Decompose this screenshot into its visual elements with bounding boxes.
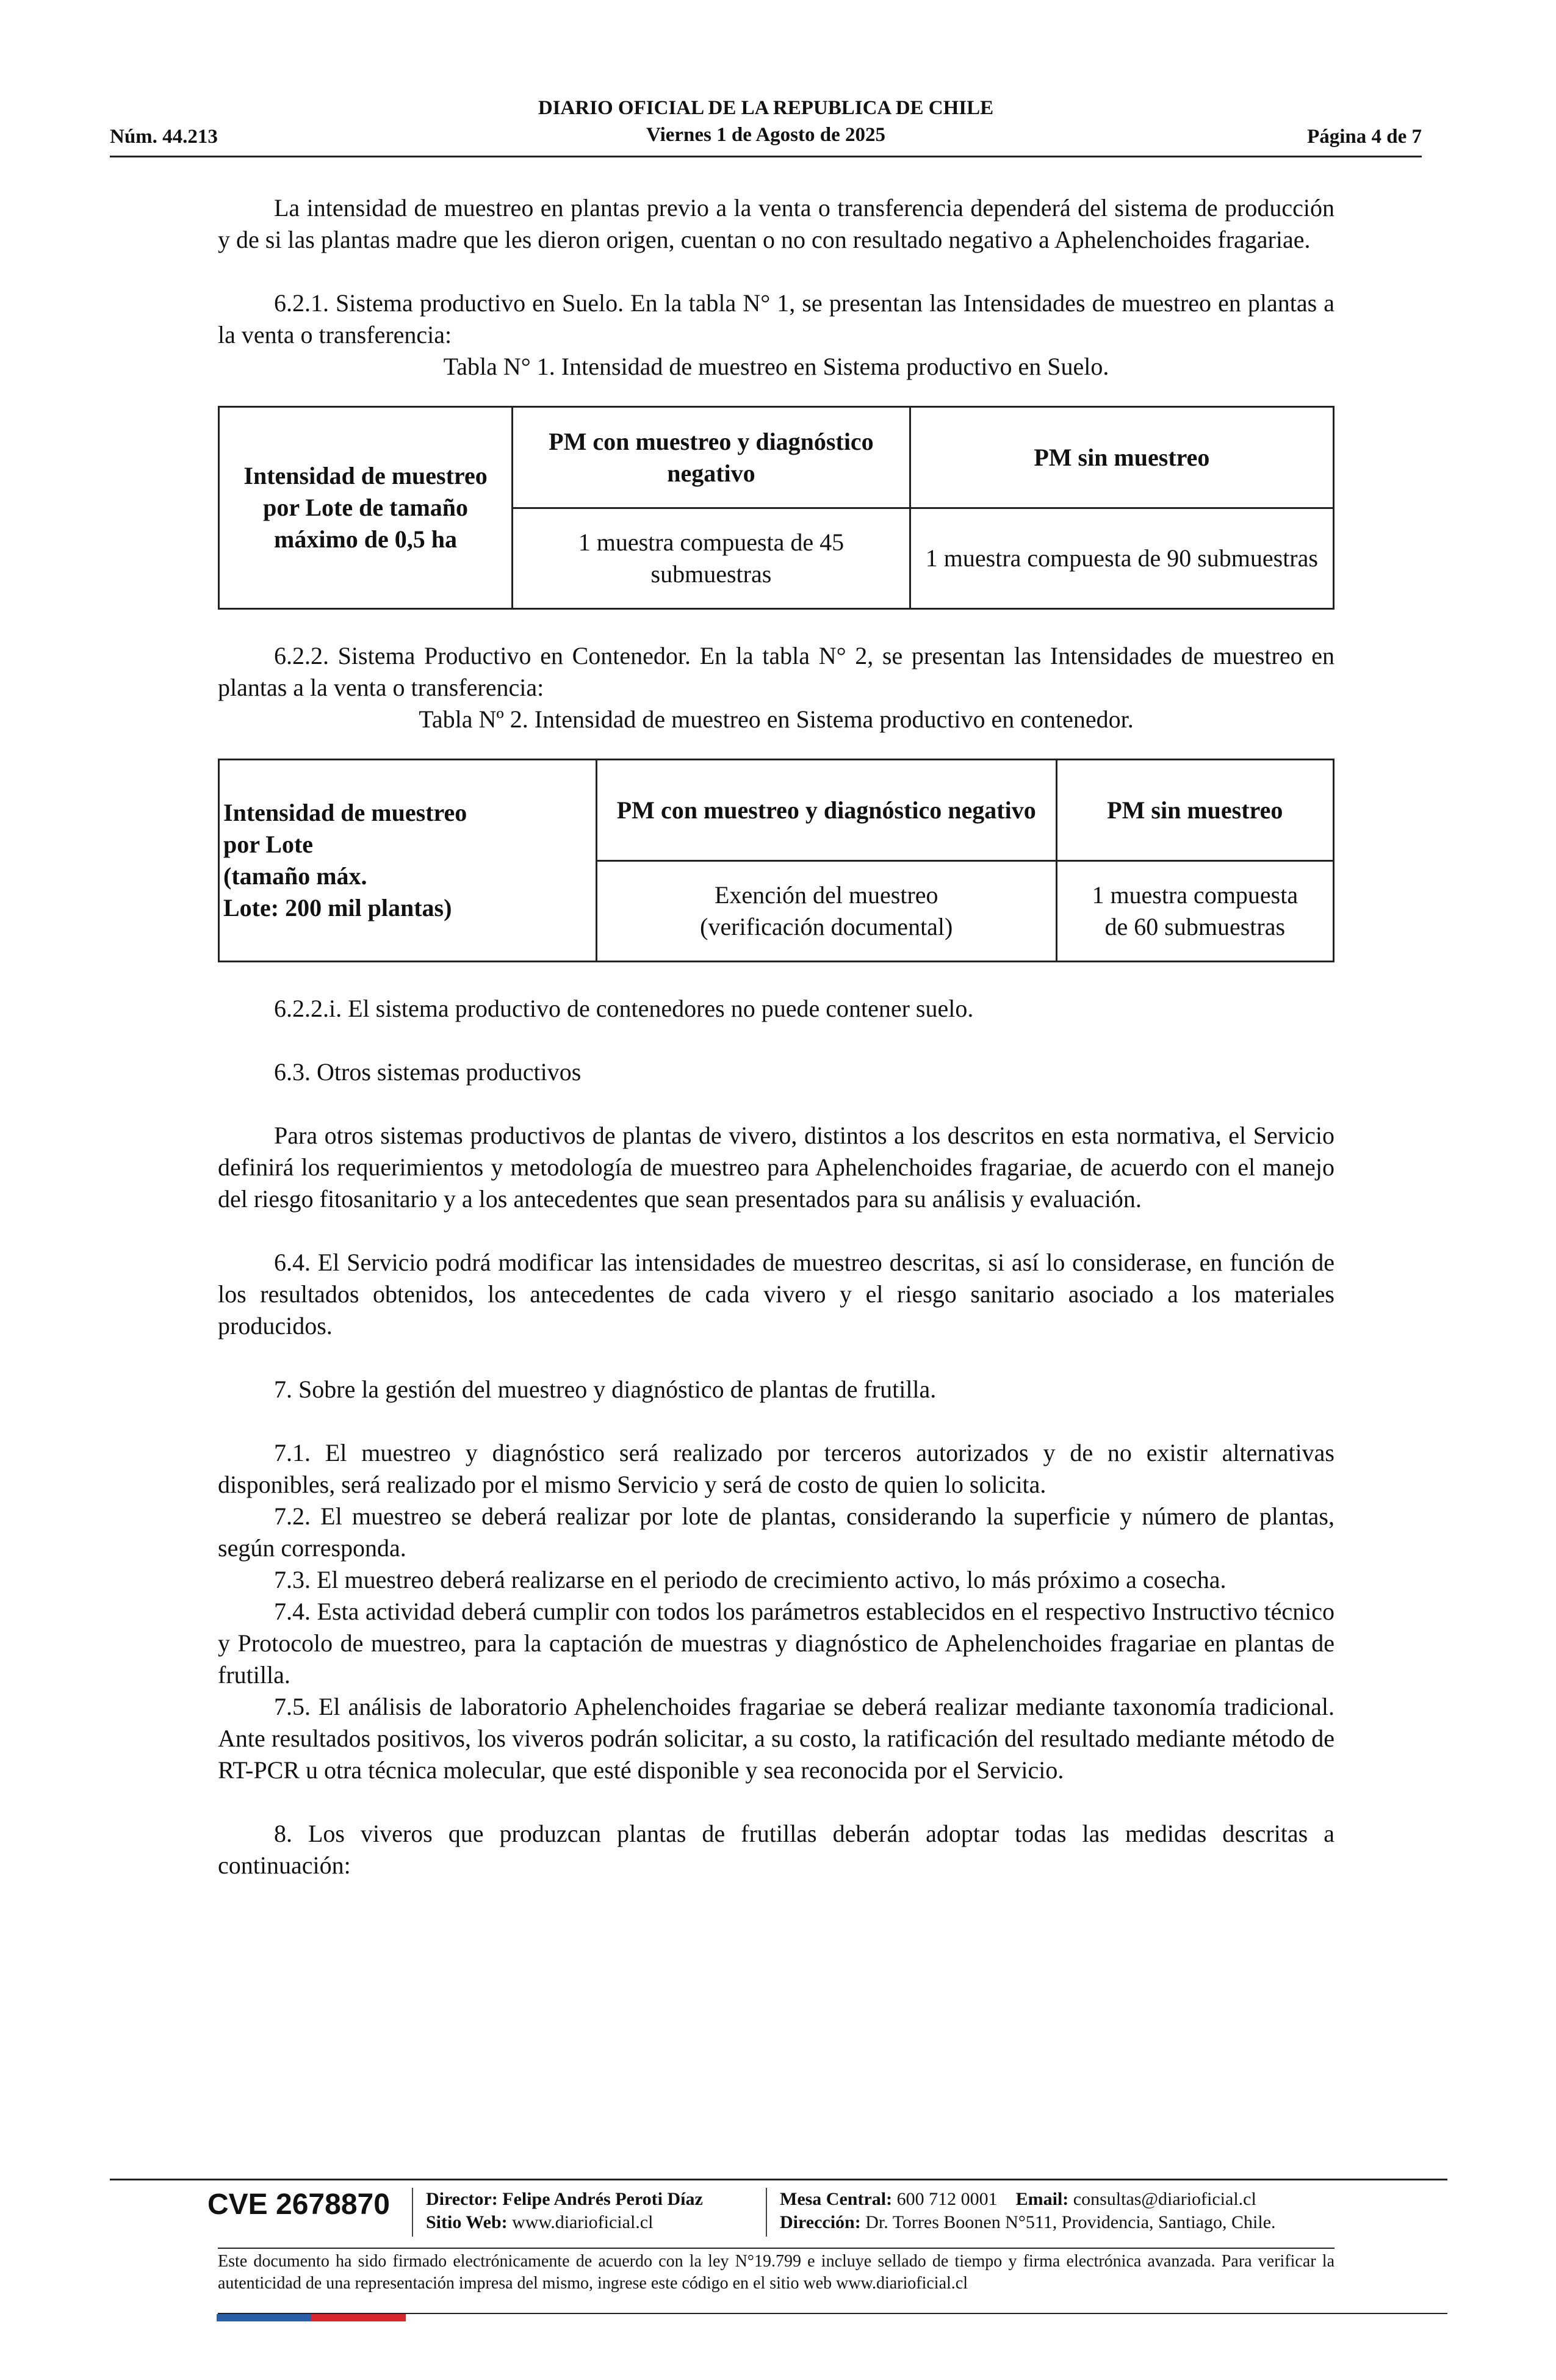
table1-col2-header: PM sin muestreo <box>910 407 1333 508</box>
flag-stripe <box>217 2314 406 2321</box>
table2-col1-value <box>596 861 1056 962</box>
footer-separator <box>766 2188 767 2237</box>
table2-caption: Tabla Nº 2. Intensidad de muestreo en Sistema productivo en contenedor. <box>419 705 1134 733</box>
table2-col2-value-line: 1 muestra compuesta <box>1092 881 1298 909</box>
table1-col2-value: 1 muestra compuesta de 90 submuestras <box>910 508 1333 609</box>
table2-col2-value <box>1056 861 1333 962</box>
paragraph-6-2-2-i: 6.2.2.i. El sistema productivo de contenedores no puede contener suelo. <box>274 995 974 1022</box>
table1-col1-header: PM con muestreo y diagnóstico negativo <box>513 407 910 508</box>
table2-row-header-line: Intensidad de muestreo <box>223 799 467 826</box>
cve-code: CVE 2678870 <box>207 2188 390 2221</box>
phone-label: Mesa Central: <box>780 2189 893 2209</box>
paragraph-6-3: 6.3. Otros sistemas productivos <box>274 1058 582 1086</box>
table2-col1-header: PM con muestreo y diagnóstico negativo <box>596 760 1056 861</box>
table1-row-header: Intensidad de muestreo por Lote de tamaño máximo de 0,5 ha <box>219 407 513 609</box>
paragraph-7-3: 7.3. El muestreo deberá realizarse en el periodo de crecimiento activo, lo más próximo a cosecha. <box>274 1566 1226 1593</box>
paragraph-7-5: 7.5. El análisis de laboratorio Aphelenchoides fragariae se deberá realizar mediante taxonomía tradicional. Ante resultados positivos, los viveros podrán solicitar, a su costo, la ratificación del resultado mediante método de RT-PCR u otra técnica molecular, que esté disponible y sea reconocida por el Servicio. <box>218 1693 1334 1784</box>
paragraph-7-1: 7.1. El muestreo y diagnóstico será realizado por terceros autorizados y de no existir alternativas disponibles, será realizado por el mismo Servicio y será de costo de quien lo solicita. <box>218 1439 1334 1498</box>
paragraph-6-3-body: Para otros sistemas productivos de plantas de vivero, distintos a los descritos en esta normativa, el Servicio definirá los requerimientos y metodología de muestreo para Aphelenchoides fragariae, de acuerdo con el manejo del riesgo fitosanitario y a los antecedentes que sean presentados para su análisis y evaluación. <box>218 1122 1334 1213</box>
site-link[interactable]: www.diarioficial.cl <box>512 2212 654 2232</box>
paragraph-7-2: 7.2. El muestreo se deberá realizar por lote de plantas, considerando la superficie y número de plantas, según corresponda. <box>218 1502 1334 1562</box>
email-link[interactable]: consultas@diarioficial.cl <box>1073 2189 1256 2209</box>
address-text: Dr. Torres Boonen N°511, Providencia, Santiago, Chile. <box>865 2212 1276 2232</box>
page-header <box>110 95 1422 157</box>
table2-col2-header: PM sin muestreo <box>1056 760 1333 861</box>
footer-legal-note: Este documento ha sido firmado electrónicamente de acuerdo con la ley N°19.799 e incluye sellado de tiempo y firma electrónica avanzada. Para verificar la autenticidad de una representación impresa del mismo, ingrese este código en el sitio web www.diarioficial.cl <box>218 2252 1334 2293</box>
footer-contact-block <box>780 2188 1276 2234</box>
address-label: Dirección: <box>780 2212 861 2232</box>
table1-col1-value: 1 muestra compuesta de 45 submuestras <box>513 508 910 609</box>
director-label: Director: <box>426 2189 498 2209</box>
document-body <box>218 192 1334 1881</box>
footer-address-line <box>780 2211 1276 2234</box>
table-2 <box>218 759 1334 962</box>
publication-date: Viernes 1 de Agosto de 2025 <box>646 124 885 146</box>
email-label: Email: <box>1015 2189 1069 2209</box>
footer-phone-line <box>780 2188 1276 2211</box>
table2-row-header-line: por Lote <box>223 831 314 858</box>
flag-red-segment <box>311 2314 406 2321</box>
paragraph-6-2-2: 6.2.2. Sistema Productivo en Contenedor. En la tabla N° 2, se presentan las Intensidades de muestreo en plantas a la venta o transferencia: <box>218 642 1334 701</box>
table1-caption: Tabla N° 1. Intensidad de muestreo en Sistema productivo en Suelo. <box>443 353 1109 380</box>
footer-separator <box>412 2188 413 2237</box>
table2-row-header-line: Lote: 200 mil plantas) <box>223 894 452 921</box>
table2-row-header-line: (tamaño máx. <box>223 862 367 890</box>
table-1 <box>218 406 1334 610</box>
publication-title: DIARIO OFICIAL DE LA REPUBLICA DE CHILE <box>538 97 994 119</box>
issue-number: Núm. 44.213 <box>110 126 218 148</box>
paragraph-7-4: 7.4. Esta actividad deberá cumplir con todos los parámetros establecidos en el respectivo Instructivo técnico y Protocolo de muestreo, para la captación de muestras y diagnóstico de Aphelenchoides fragariae en plantas de frutilla. <box>218 1598 1334 1689</box>
paragraph-6-4: 6.4. El Servicio podrá modificar las intensidades de muestreo descritas, si así lo considerase, en función de los resultados obtenidos, los antecedentes de cada vivero y el riesgo sanitario asociado a los materiales producidos. <box>218 1249 1334 1340</box>
director-name: Felipe Andrés Peroti Díaz <box>502 2189 703 2209</box>
footer-director-block <box>426 2188 703 2234</box>
footer-divider-mid <box>218 2248 1334 2249</box>
site-label: Sitio Web: <box>426 2212 508 2232</box>
flag-blue-segment <box>217 2314 311 2321</box>
footer-site-line <box>426 2211 703 2234</box>
paragraph-7: 7. Sobre la gestión del muestreo y diagnóstico de plantas de frutilla. <box>274 1376 937 1403</box>
footer-director-line <box>426 2188 703 2211</box>
masthead <box>110 95 1422 148</box>
footer-divider-top <box>110 2179 1447 2180</box>
table2-col1-value-line: Exención del muestreo <box>714 881 938 909</box>
paragraph-6-2-1: 6.2.1. Sistema productivo en Suelo. En la tabla N° 1, se presentan las Intensidades de muestreo en plantas a la venta o transferencia: <box>218 289 1334 348</box>
table2-row-header <box>219 760 597 962</box>
table2-col1-value-line: (verificación documental) <box>700 913 953 940</box>
page-number: Página 4 de 7 <box>1307 126 1422 148</box>
phone-number: 600 712 0001 <box>896 2189 998 2209</box>
paragraph-intro: La intensidad de muestreo en plantas previo a la venta o transferencia dependerá del sistema de producción y de si las plantas madre que les dieron origen, cuentan o no con resultado negativo a Aphelenchoides fragariae. <box>218 194 1334 253</box>
table2-col2-value-line: de 60 submuestras <box>1104 913 1286 940</box>
paragraph-8: 8. Los viveros que produzcan plantas de frutillas deberán adoptar todas las medidas descritas a continuación: <box>218 1820 1334 1879</box>
